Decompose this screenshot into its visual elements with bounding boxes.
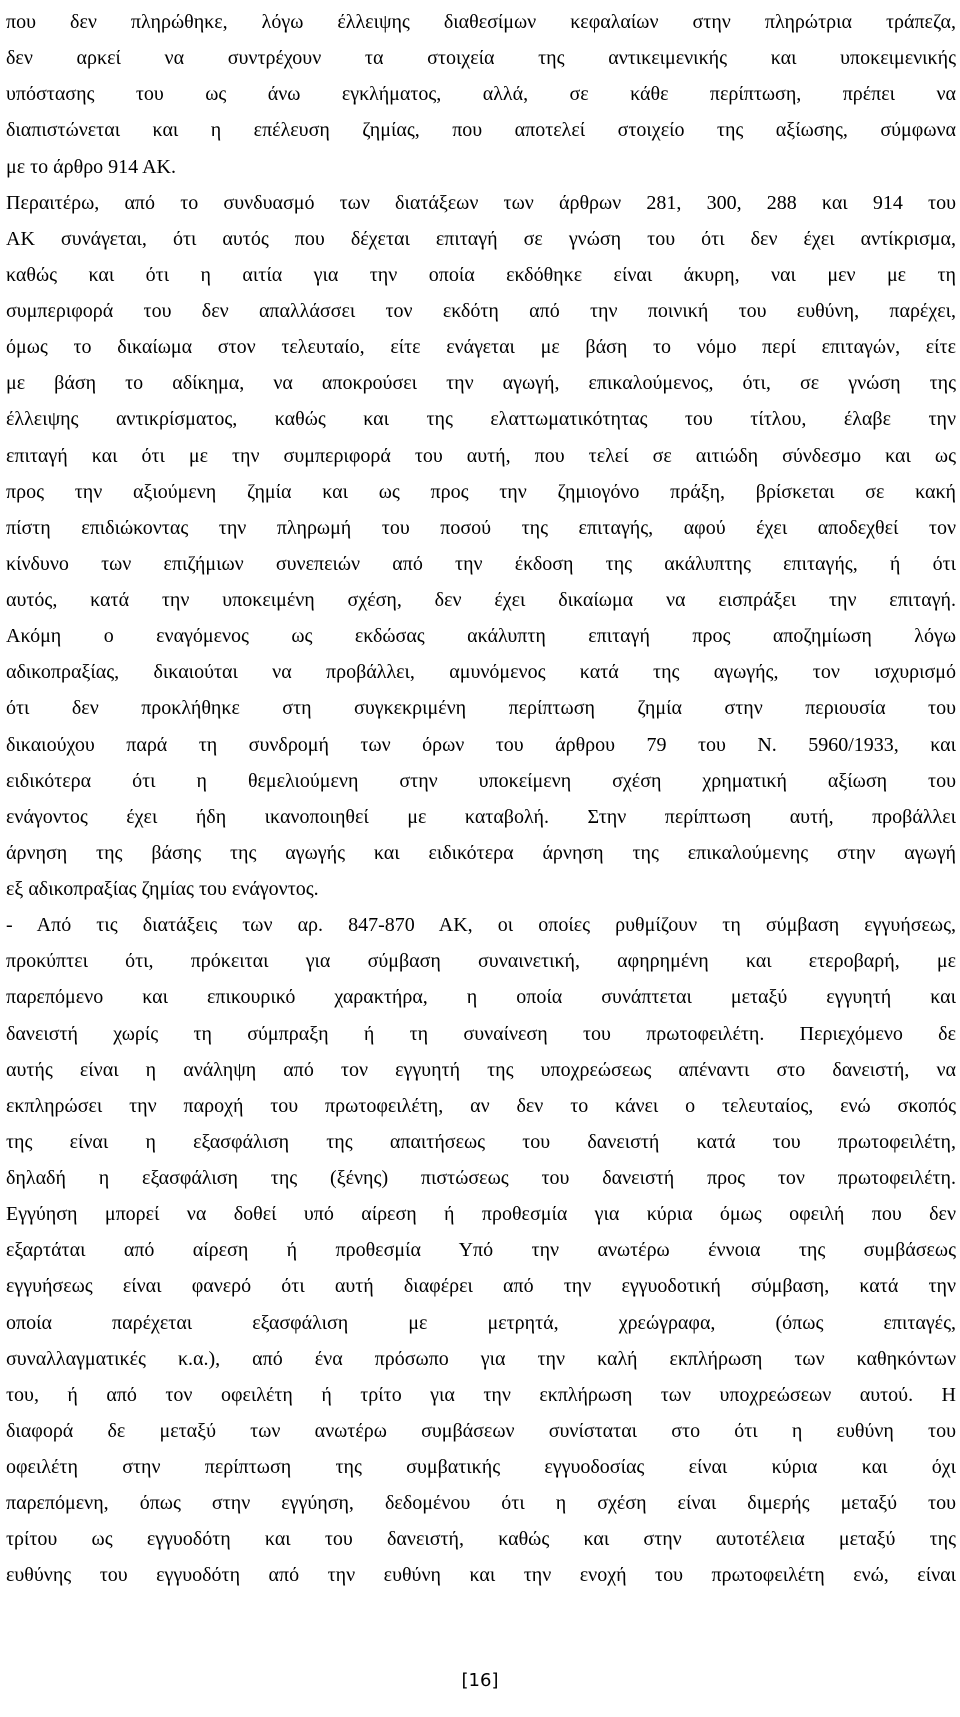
text-line: ευθύνης του εγγυοδότη από την ευθύνη και την ενοχή του πρωτοφειλέτη ενώ, είναι — [6, 1564, 956, 1587]
text-line: με βάση το αδίκημα, να αποκρούσει την αγωγή, επικαλούμενος, ότι, σε γνώση της — [6, 372, 956, 395]
text-line: που δεν πληρώθηκε, λόγω έλλειψης διαθεσίμων κεφαλαίων στην πληρώτρια τράπεζα, — [6, 11, 956, 33]
text-line: αυτής είναι η ανάληψη από τον εγγυητή της υποχρεώσεως απέναντι στο δανειστή, να — [6, 1058, 956, 1081]
text-line: Περαιτέρω, από το συνδυασμό των διατάξεων των άρθρων 281, 300, 288 και 914 του — [6, 191, 956, 214]
text-line: συμπεριφορά του δεν απαλλάσσει τον εκδότη από την ποινική του ευθύνη, παρέχει, — [6, 300, 956, 322]
text-line: του, ή από τον οφειλέτη ή τρίτο για την εκπλήρωση των υποχρεώσεων αυτού. Η — [6, 1383, 956, 1406]
text-line: προκύπτει ότι, πρόκειται για σύμβαση συναινετική, αφηρημένη και ετεροβαρή, με — [6, 950, 956, 973]
text-line: τρίτου ως εγγυοδότη και του δανειστή, καθώς και στην αυτοτέλεια μεταξύ της — [6, 1528, 956, 1551]
page-number: [16] — [461, 1670, 499, 1691]
text-line: κίνδυνο των επιζήμιων συνεπειών από την έκδοση της ακάλυπτης επιταγής, ή ότι — [6, 552, 956, 575]
text-line: της είναι η εξασφάλιση της απαιτήσεως του δανειστή κατά του πρωτοφειλέτη, — [6, 1130, 956, 1153]
text-line: δεν αρκεί να συντρέχουν τα στοιχεία της αντικειμενικής και υποκειμενικής — [6, 47, 956, 70]
text-line: προς την αξιούμενη ζημία και ως προς την ζημιογόνο πράξη, βρίσκεται σε κακή — [6, 480, 956, 503]
text-line: οφειλέτη στην περίπτωση της συμβατικής εγγυοδοσίας είναι κύρια και όχι — [6, 1456, 956, 1478]
text-line: ενάγοντος έχει ήδη ικανοποιηθεί με καταβολή. Στην περίπτωση αυτή, προβάλλει — [6, 805, 956, 828]
text-line: διαπιστώνεται και η επέλευση ζημίας, που αποτελεί στοιχείο της αξίωσης, σύμφωνα — [6, 119, 956, 142]
text-line: ΑΚ συνάγεται, ότι αυτός που δέχεται επιταγή σε γνώση του ότι δεν έχει αντίκρισμα, — [6, 227, 956, 250]
text-line: οποία παρέχεται εξασφάλιση με μετρητά, χρεώγραφα, (όπως επιταγές, — [6, 1311, 956, 1334]
text-line: επιταγή και ότι με την συμπεριφορά του αυτή, που τελεί σε αιτιώδη σύνδεσμο και ως — [6, 444, 956, 467]
text-line: άρνηση της βάσης της αγωγής και ειδικότερα άρνηση της επικαλούμενης στην αγωγή — [6, 841, 956, 864]
text-line: καθώς και ότι η αιτία για την οποία εκδόθηκε είναι άκυρη, ναι μεν με τη — [6, 263, 956, 286]
text-line: Εγγύηση μπορεί να δοθεί υπό αίρεση ή προθεσμία για κύρια όμως οφειλή που δεν — [6, 1203, 956, 1226]
text-line: διαφορά δε μεταξύ των ανωτέρω συμβάσεων συνίσταται στο ότι η ευθύνη του — [6, 1419, 956, 1442]
text-line: όμως το δικαίωμα στον τελευταίο, είτε ενάγεται με βάση το νόμο περί επιταγών, είτε — [6, 336, 956, 359]
text-line: με το άρθρο 914 ΑΚ. — [6, 155, 176, 178]
text-line: εκπληρώσει την παροχή του πρωτοφειλέτη, αν δεν το κάνει ο τελευταίος, ενώ σκοπός — [6, 1094, 956, 1117]
text-line: έλλειψης αντικρίσματος, καθώς και της ελαττωματικότητας του τίτλου, έλαβε την — [6, 408, 956, 431]
text-line: αυτός, κατά την υποκειμένη σχέση, δεν έχει δικαίωμα να εισπράξει την επιταγή. — [6, 589, 956, 611]
text-line: ειδικότερα ότι η θεμελιούμενη στην υποκείμενη σχέση χρηματική αξίωση του — [6, 769, 956, 792]
text-line: Ακόμη ο εναγόμενος ως εκδώσας ακάλυπτη επιταγή προς αποζημίωση λόγω — [6, 625, 956, 648]
text-line: ότι δεν προκλήθηκε στη συγκεκριμένη περίπτωση ζημία στην περιουσία του — [6, 697, 956, 720]
text-line: δηλαδή η εξασφάλιση της (ξένης) πιστώσεως του δανειστή προς τον πρωτοφειλέτη. — [6, 1167, 956, 1189]
text-line: υπόστασης του ως άνω εγκλήματος, αλλά, σε κάθε περίπτωση, πρέπει να — [6, 83, 956, 106]
text-line: εγγυήσεως είναι φανερό ότι αυτή διαφέρει από την εγγυοδοτική σύμβαση, κατά την — [6, 1275, 956, 1298]
body-text — [6, 4, 956, 1594]
text-line: - Από τις διατάξεις των αρ. 847-870 ΑΚ, οι οποίες ρυθμίζουν τη σύμβαση εγγυήσεως, — [6, 914, 956, 937]
text-line: συναλλαγματικές κ.α.), από ένα πρόσωπο για την καλή εκπλήρωση των καθηκόντων — [6, 1347, 956, 1370]
text-line: δικαιούχου παρά τη συνδρομή των όρων του άρθρου 79 του Ν. 5960/1933, και — [6, 733, 956, 756]
text-line: δανειστή χωρίς τη σύμπραξη ή τη συναίνεση του πρωτοφειλέτη. Περιεχόμενο δε — [6, 1022, 956, 1045]
text-line: παρεπόμενο και επικουρικό χαρακτήρα, η οποία συνάπτεται μεταξύ εγγυητή και — [6, 986, 956, 1009]
text-line: εξαρτάται από αίρεση ή προθεσμία Υπό την ανωτέρω έννοια της συμβάσεως — [6, 1239, 956, 1262]
text-line: παρεπόμενη, όπως στην εγγύηση, δεδομένου ότι η σχέση είναι διμερής μεταξύ του — [6, 1492, 956, 1515]
text-line: αδικοπραξίας, δικαιούται να προβάλλει, αμυνόμενος κατά της αγωγής, τον ισχυρισμό — [6, 661, 956, 684]
text-line: εξ αδικοπραξίας ζημίας του ενάγοντος. — [6, 878, 319, 900]
text-line: πίστη επιδιώκοντας την πληρωμή του ποσού της επιταγής, αφού έχει αποδεχθεί τον — [6, 516, 956, 539]
